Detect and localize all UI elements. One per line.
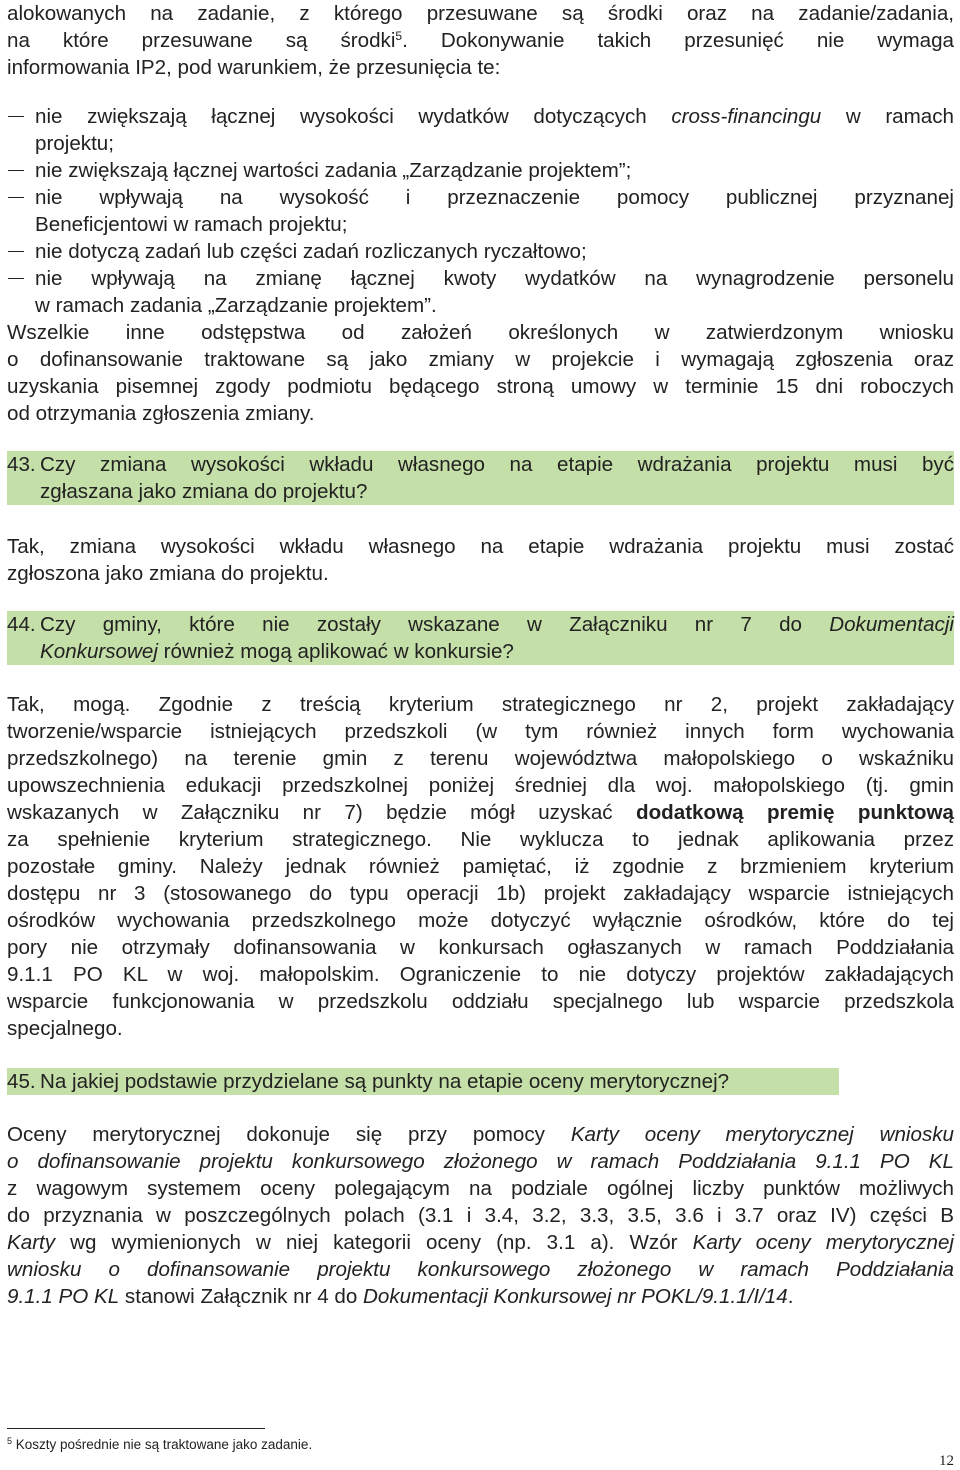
bullet-list [7, 103, 954, 319]
answer-line: za spełnienie kryterium strategicznego. Nie wyklucza to jednak aplikowania przez [7, 828, 954, 851]
footnote-marker: 5 [7, 1436, 13, 1446]
list-item: nie zwiększają łącznej wartości zadania „Zarządzanie projektem”; [35, 159, 632, 182]
list-item: nie wpływają na zmianę łącznej kwoty wydatków na wynagrodzenie personelu [35, 267, 954, 290]
question-44-box [7, 611, 954, 665]
paragraph-line: o dofinansowanie traktowane są jako zmiany w projekcie i wymagają zgłoszenia oraz [7, 348, 954, 371]
answer-line: pory nie otrzymały dofinansowania w konkursach ogłaszanych w ramach Poddziałania [7, 936, 954, 959]
answer-line: Tak, mogą. Zgodnie z treścią kryterium strategicznego nr 2, projekt zakładający [7, 693, 954, 716]
answer-44 [7, 691, 954, 1042]
document-page [7, 0, 954, 1310]
list-item: nie dotyczą zadań lub części zadań rozliczanych ryczałtowo; [35, 240, 587, 263]
paragraph-line: uzyskania pisemnej zgody podmiotu będącego stroną umowy w terminie 15 dni roboczych [7, 375, 954, 398]
question-line: Konkursowej również mogą aplikować w konkursie? [40, 640, 514, 663]
answer-line: Tak, zmiana wysokości wkładu własnego na etapie wdrażania projektu musi zostać [7, 535, 954, 558]
question-line: 45. Na jakiej podstawie przydzielane są punkty na etapie oceny merytorycznej? [7, 1070, 730, 1093]
answer-line: do przyznania w poszczególnych polach (3.1 i 3.4, 3.2, 3.3, 3.5, 3.6 i 3.7 oraz IV) części B [7, 1204, 954, 1227]
answer-line: specjalnego. [7, 1017, 123, 1040]
answer-line: przedszkolnego) na terenie gmin z terenu województwa małopolskiego o wskaźniku [7, 747, 954, 770]
paragraph-line: Wszelkie inne odstępstwa od założeń określonych w zatwierdzonym wniosku [7, 321, 954, 344]
question-45-box [7, 1068, 839, 1095]
list-item: nie wpływają na wysokość i przeznaczenie pomocy publicznej przyznanej [35, 186, 954, 209]
list-item-continuation: Beneficjentowi w ramach projektu; [35, 213, 348, 236]
question-line: 44. Czy gminy, które nie zostały wskazane w Załączniku nr 7 do Dokumentacji [7, 613, 954, 636]
answer-line: zgłoszona jako zmiana do projektu. [7, 562, 329, 585]
paragraph-line: alokowanych na zadanie, z którego przesuwane są środki oraz na zadanie/zadania, [7, 2, 954, 25]
answer-line: wsparcie funkcjonowania w przedszkolu oddziału specjalnego lub wsparcie przedszkola [7, 990, 954, 1013]
footnote: $^5$ Koszty pośrednie nie są traktowane jako zadanie. [7, 1436, 313, 1452]
question-number: 43. [7, 453, 36, 476]
paragraph-line: informowania IP2, pod warunkiem, że przesunięcia te: [7, 56, 501, 79]
answer-line: tworzenie/wsparcie istniejących przedszkoli (w tym również innych form wychowania [7, 720, 954, 743]
question-line: zgłaszana jako zmiana do projektu? [40, 480, 368, 503]
footnote-reference: 5 [395, 29, 403, 43]
answer-line: wniosku o dofinansowanie projektu konkursowego złożonego w ramach Poddziałania [7, 1258, 954, 1281]
question-number: 45. [7, 1070, 36, 1093]
answer-line: dostępu nr 3 (stosowanego do typu operacji 1b) projekt zakładający wsparcie istniejących [7, 882, 954, 905]
answer-line: Karty wg wymienionych w niej kategorii oceny (np. 3.1 a). Wzór Karty oceny merytorycznej [7, 1231, 954, 1254]
question-number: 44. [7, 613, 36, 636]
answer-45 [7, 1121, 954, 1310]
answer-line: o dofinansowanie projektu konkursowego złożonego w ramach Poddziałania 9.1.1 PO KL [7, 1150, 954, 1173]
answer-line: wskazanych w Załączniku nr 7) będzie mógł uzyskać dodatkową premię punktową [7, 801, 954, 824]
question-43-box [7, 451, 954, 505]
list-item-continuation: w ramach zadania „Zarządzanie projektem”. [35, 294, 437, 317]
paragraph-line: na które przesuwane są środki$^5$. Dokonywanie takich przesunięć nie wymaga [7, 29, 955, 52]
answer-line: 9.1.1 PO KL w woj. małopolskim. Ograniczenie to nie dotyczy projektów zakładających [7, 963, 954, 986]
answer-line: z wagowym systemem oceny polegającym na podziale ogólnej liczby punktów możliwych [7, 1177, 954, 1200]
answer-line: 9.1.1 PO KL stanowi Załącznik nr 4 do Dokumentacji Konkursowej nr POKL/9.1.1/I/14. [7, 1285, 794, 1308]
paragraph-line: od otrzymania zgłoszenia zmiany. [7, 402, 315, 425]
bold-emphasis: dodatkową premię punktową [636, 801, 954, 824]
answer-line: pozostałe gminy. Należy jednak również pamiętać, iż zgodnie z brzmieniem kryterium [7, 855, 954, 878]
answer-line: ośrodków wychowania przedszkolnego może dotyczyć wyłącznie ośrodków, które do tej [7, 909, 954, 932]
question-line: 43. Czy zmiana wysokości wkładu własnego na etapie wdrażania projektu musi być [7, 453, 954, 476]
list-item: nie zwiększają łącznej wysokości wydatków dotyczących cross-financingu w ramach [35, 105, 954, 128]
footnote-separator [7, 1428, 265, 1429]
list-item-continuation: projektu; [35, 132, 114, 155]
answer-line: Oceny merytorycznej dokonuje się przy pomocy Karty oceny merytorycznej wniosku [7, 1123, 954, 1146]
answer-line: upowszechnienia edukacji przedszkolnej poniżej średniej dla woj. małopolskiego (tj. gmin [7, 774, 954, 797]
page-number: 12 [939, 1453, 954, 1469]
